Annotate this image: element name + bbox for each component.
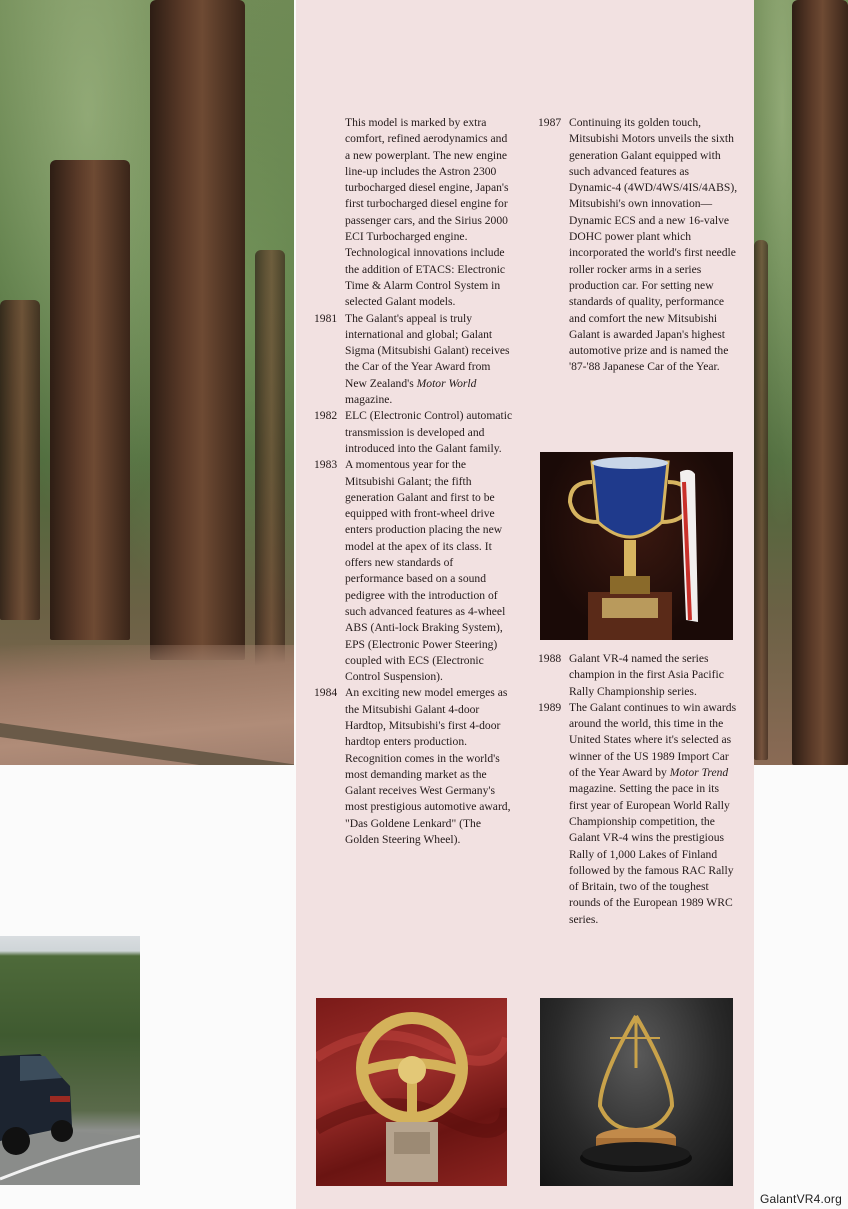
entry-text: A momentous year for the Mitsubishi Galant; the fifth generation Galant and first to be equipped with front-wheel drive enters production placing the new model at the apex of its class. It offers new standards of performance based on a sound pedigree with the introduction of such advanced features as 4-wheel ABS (Anti-lock Braking System), EPS (Electronic Power Steering) coupled with ECS (Electronic Control Suspension). [345, 458, 506, 684]
entry-1983 [314, 457, 514, 685]
entry-1988 [538, 651, 738, 700]
trophy-cup-photo [540, 452, 733, 640]
entry-1984 [314, 685, 514, 848]
right-text-column-bottom [538, 651, 738, 928]
entry-text: The Galant's appeal is truly international and global; Galant Sigma (Mitsubishi Galant) receives the Car of the Year Award from New Zealand's [345, 311, 510, 390]
galant-car-photo [0, 936, 140, 1185]
golden-award-sculpture-photo [540, 998, 733, 1186]
golden-steering-wheel-photo [316, 998, 507, 1186]
history-column [296, 0, 754, 1209]
site-watermark: GalantVR4.org [760, 1192, 842, 1206]
intro-paragraph [314, 115, 514, 311]
year-label: 1984 [314, 686, 338, 700]
entry-1982 [314, 408, 514, 457]
year-label: 1983 [314, 458, 338, 472]
year-label: 1987 [538, 116, 562, 129]
entry-1981 [314, 311, 514, 409]
year-label: 1982 [314, 409, 338, 423]
intro-text: This model is marked by extra comfort, refined aerodynamics and a new powerplant. The new engine line-up includes the Astron 2300 turbocharged diesel engine, Japan's first turbocharged diesel engine for passenger cars, and the Sirius 2000 ECI Turbocharged engine. Technological innovations include the addition of ETACS: Electronic Time & Alarm Control System in selected Galant models. [345, 116, 509, 309]
year-label: 1988 [538, 652, 562, 665]
entry-text: The Galant continues to win awards around the world, this time in the United States where it's selected as winner of the US 1989 Import Car of the Year Award by [569, 700, 737, 780]
right-text-column-top [538, 115, 738, 376]
entry-text: Galant VR-4 named the series champion in the first Asia Pacific Rally Championship series. [569, 652, 724, 698]
year-label: 1989 [538, 700, 562, 714]
magazine-name: Motor World [416, 376, 477, 390]
entry-1989 [538, 700, 738, 928]
entry-text: ELC (Electronic Control) automatic transmission is developed and introduced into the Galant family. [345, 409, 513, 455]
entry-text: Continuing its golden touch, Mitsubishi Motors unveils the sixth generation Galant equipped with such advanced features as Dynamic-4 (4WD/4WS/4IS/4ABS), Mitsubishi's own innovation—Dynamic ECS and a new 16-valve DOHC power plant which incorporated the world's first needle roller rocker arms in a series production car. For setting new standards of quality, performance and comfort the new Mitsubishi Galant is awarded Japan's highest automotive prize and is named the '87-'88 Japanese Car of the Year. [569, 116, 738, 374]
entry-text: An exciting new model emerges as the Mitsubishi Galant 4-door Hardtop, Mitsubishi's first 4-door hardtop enters production. Recognition comes in the world's most demanding market as the Galant receives West Germany's most prestigious automotive award, "Das Goldene Lenkard" (The Golden Steering Wheel). [345, 686, 511, 847]
forest-photo-left [0, 0, 294, 765]
left-text-column [314, 115, 514, 848]
entry-text: magazine. [345, 393, 393, 407]
forest-photo-right [754, 0, 848, 765]
year-label: 1981 [314, 311, 338, 325]
entry-text: magazine. Setting the pace in its first year of European World Rally Championship competition, the Galant VR-4 wins the prestigious Rally of 1,000 Lakes of Finland followed by the famous RAC Rally of Britain, two of the toughest rounds of the European 1989 WRC series. [569, 782, 734, 926]
magazine-name: Motor Trend [669, 766, 729, 780]
entry-1987 [538, 115, 738, 376]
